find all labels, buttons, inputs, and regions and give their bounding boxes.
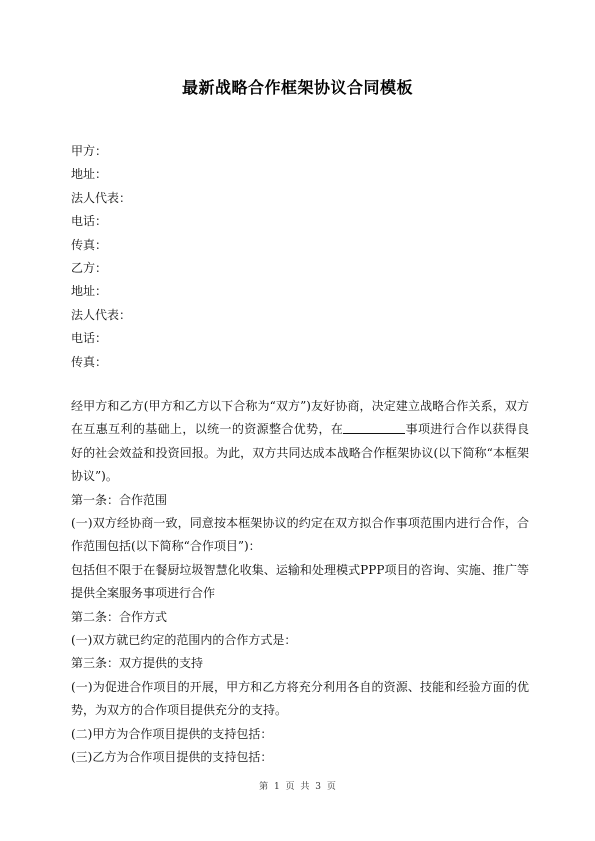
party-b-address-label: 地址： bbox=[71, 284, 108, 299]
article1-heading: 第一条：合作范围 bbox=[71, 492, 168, 507]
article1-scope-detail: 包括但不限于在餐厨垃圾智慧化收集、运输和处理模式PPP项目的咨询、实施、推广等提供全案服务事项进行合作 bbox=[71, 562, 529, 601]
article3-clause1: (一)为促进合作项目的开展，甲方和乙方将充分利用各自的资源、技能和经验方面的优势，为双方的合作项目提供充分的支持。 bbox=[71, 679, 529, 718]
fill-in-blank bbox=[343, 421, 405, 434]
page-number: 第 1 页 共 3 页 bbox=[259, 782, 336, 792]
article2-heading: 第二条：合作方式 bbox=[71, 609, 168, 624]
party-a-fax-label: 传真： bbox=[71, 237, 108, 252]
article3-heading: 第三条：双方提供的支持 bbox=[71, 656, 204, 671]
article1-clause1: (一)双方经协商一致，同意按本框架协议的约定在双方拟合作事项范围内进行合作，合作范围包括(以下简称“合作项目”)： bbox=[71, 516, 529, 554]
party-b-label: 乙方： bbox=[71, 260, 108, 275]
party-a-legal-rep-label: 法人代表： bbox=[71, 190, 132, 205]
intro-text-part1: 经甲方和乙方(甲方和乙方以下合称为“双方”)友好协商，决定建立战略合作关系，双方在互惠互利的基础上，以统一的资源整合优势，在 bbox=[71, 399, 529, 437]
party-b-phone-label: 电话： bbox=[71, 331, 108, 346]
party-a-label: 甲方： bbox=[71, 144, 108, 158]
party-a-address-label: 地址： bbox=[71, 167, 108, 182]
parties-block bbox=[71, 140, 531, 374]
intro-paragraph bbox=[71, 395, 529, 489]
agreement-body bbox=[71, 395, 529, 770]
article2-clause1: (一)双方就已约定的范围内的合作方式是： bbox=[71, 633, 297, 648]
party-b-legal-rep-label: 法人代表： bbox=[71, 307, 132, 322]
article3-clause3: (三)乙方为合作项目提供的支持包括： bbox=[71, 750, 273, 765]
article3-clause2: (二)甲方为合作项目提供的支持包括： bbox=[71, 726, 273, 741]
party-b-fax-label: 传真： bbox=[71, 354, 108, 369]
intro-text-part2: 事项进行合作以获得良好的社会效益和投资回报。为此，双方共同达成本战略合作框架协议(以下简称“本框架协议”)。 bbox=[71, 422, 529, 484]
party-a-phone-label: 电话： bbox=[71, 214, 108, 229]
document-title: 最新战略合作框架协议合同模板 bbox=[181, 78, 413, 97]
